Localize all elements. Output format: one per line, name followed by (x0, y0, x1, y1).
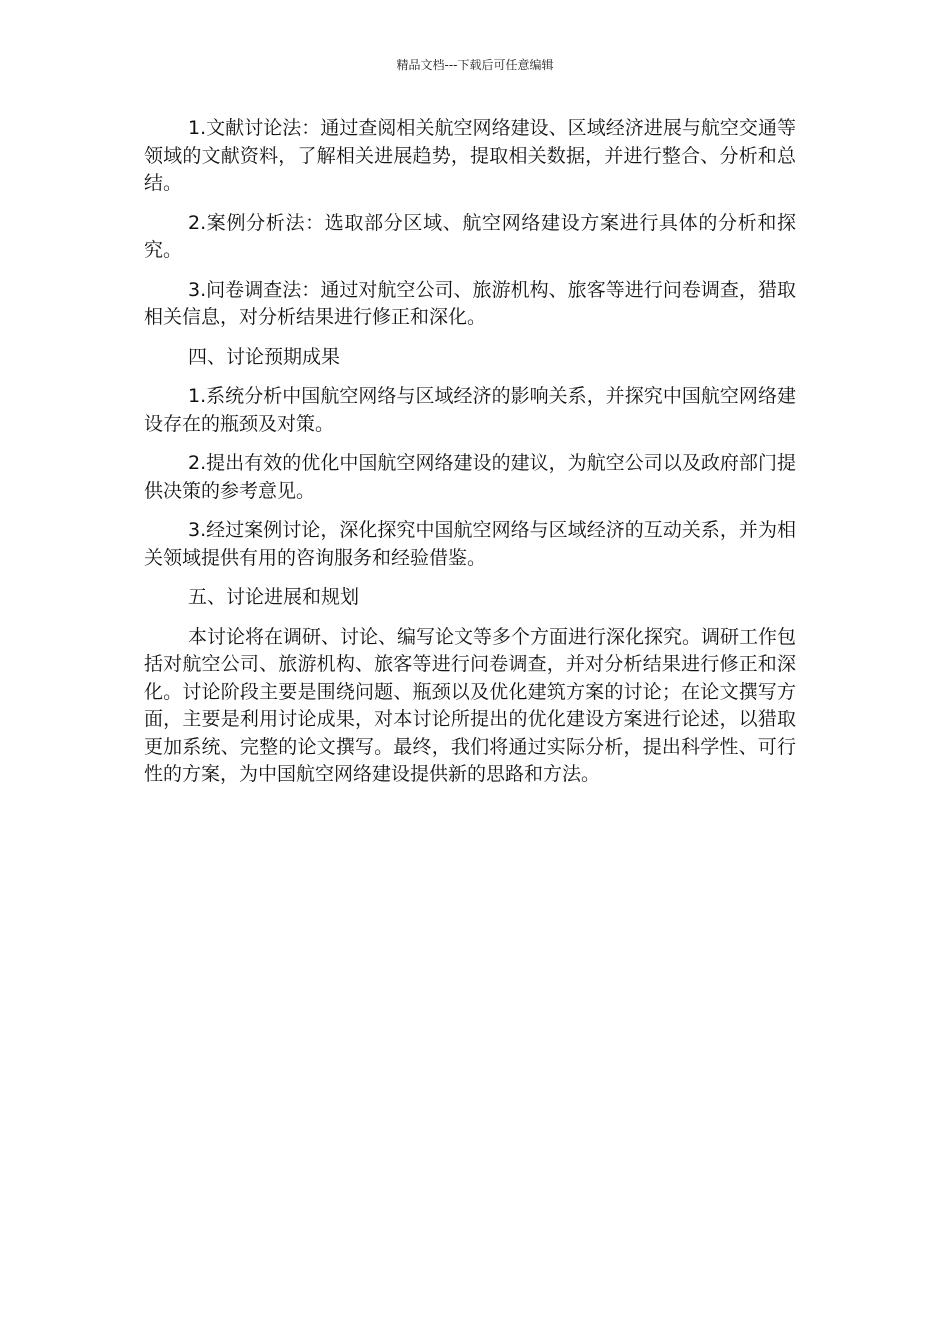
section-heading-progress-plan: 五、讨论进展和规划 (188, 586, 360, 608)
paragraph-result-3: 3.经过案例讨论，深化探究中国航空网络与区域经济的互动关系，并为相关领域提供有用的咨询服务和经验借鉴。 (144, 519, 796, 569)
paragraph-progress-plan: 本讨论将在调研、讨论、编写论文等多个方面进行深化探究。调研工作包括对航空公司、旅游机构、旅客等进行问卷调查，并对分析结果进行修正和深化。讨论阶段主要是围绕问题、瓶颈以及优化建筑方案的讨论；在论文撰写方面，主要是利用讨论成果，对本讨论所提出的优化建设方案进行论述，以猎取更加系统、完整的论文撰写。最终，我们将通过实际分析，提出科学性、可行性的方案，为中国航空网络建设提供新的思路和方法。 (144, 625, 797, 785)
paragraph-result-1: 1.系统分析中国航空网络与区域经济的影响关系，并探究中国航空网络建设存在的瓶颈及对策。 (144, 385, 796, 435)
paragraph-method-case: 2.案例分析法：选取部分区域、航空网络建设方案进行具体的分析和探究。 (144, 211, 796, 261)
section-heading-expected-results: 四、讨论预期成果 (188, 345, 341, 368)
paragraph-method-survey: 3.问卷调查法：通过对航空公司、旅游机构、旅客等进行问卷调查，猎取相关信息，对分析结果进行修正和深化。 (144, 278, 796, 328)
paragraph-result-2: 2.提出有效的优化中国航空网络建设的建议，为航空公司以及政府部门提供决策的参考意见。 (144, 452, 796, 502)
page-header: 精品文档---下载后可任意编辑 (396, 58, 554, 72)
document-body (144, 115, 796, 801)
paragraph-method-literature: 1.文献讨论法：通过查阅相关航空网络建设、区域经济进展与航空交通等领域的文献资料，了解相关进展趋势，提取相关数据，并进行整合、分析和总结。 (144, 117, 796, 194)
